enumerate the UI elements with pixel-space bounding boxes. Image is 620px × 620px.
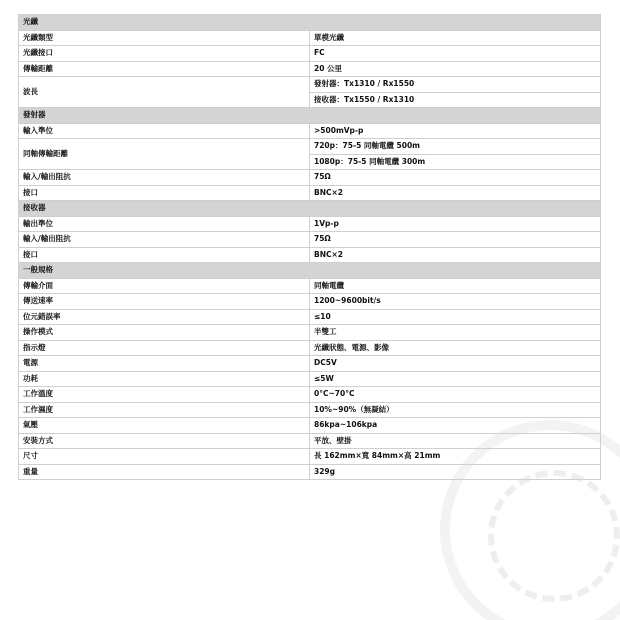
spec-row	[19, 325, 601, 341]
spec-label: 傳輸介面	[19, 278, 310, 294]
section-title: 一般規格	[19, 263, 601, 279]
spec-value: 20 公里	[310, 61, 601, 77]
spec-label: 光纖接口	[19, 46, 310, 62]
spec-row	[19, 185, 601, 201]
spec-value: 長 162mm×寬 84mm×高 21mm	[310, 449, 601, 465]
spec-label: 傳輸距離	[19, 61, 310, 77]
spec-row	[19, 216, 601, 232]
spec-label: 工作濕度	[19, 402, 310, 418]
spec-value: 光纖狀態、電源、影像	[310, 340, 601, 356]
spec-value: 單模光纖	[310, 30, 601, 46]
spec-value: BNC×2	[310, 185, 601, 201]
spec-row	[19, 46, 601, 62]
spec-value: ≤5W	[310, 371, 601, 387]
spec-row	[19, 278, 601, 294]
spec-value: >500mVp-p	[310, 123, 601, 139]
spec-row	[19, 433, 601, 449]
spec-row	[19, 418, 601, 434]
spec-label: 輸入準位	[19, 123, 310, 139]
spec-value: 329g	[310, 464, 601, 480]
spec-value: 接收器：Tx1550 / Rx1310	[310, 92, 601, 108]
spec-value: 1Vp-p	[310, 216, 601, 232]
spec-label: 電源	[19, 356, 310, 372]
spec-label: 同軸傳輸距離	[19, 139, 310, 170]
spec-label: 接口	[19, 185, 310, 201]
spec-label: 輸入/輸出阻抗	[19, 170, 310, 186]
spec-label: 輸出準位	[19, 216, 310, 232]
spec-value: 86kpa~106kpa	[310, 418, 601, 434]
section-header-optical	[19, 15, 601, 31]
spec-label: 位元錯誤率	[19, 309, 310, 325]
spec-row	[19, 232, 601, 248]
spec-value: FC	[310, 46, 601, 62]
spec-row	[19, 449, 601, 465]
section-title: 發射器	[19, 108, 601, 124]
spec-label: 波長	[19, 77, 310, 108]
section-header-receiver	[19, 201, 601, 217]
spec-label: 安裝方式	[19, 433, 310, 449]
spec-row	[19, 77, 601, 93]
spec-label: 工作溫度	[19, 387, 310, 403]
spec-row	[19, 247, 601, 263]
spec-row	[19, 61, 601, 77]
spec-table	[18, 14, 601, 480]
spec-value: 發射器：Tx1310 / Rx1550	[310, 77, 601, 93]
spec-row	[19, 170, 601, 186]
spec-value: 半雙工	[310, 325, 601, 341]
spec-row	[19, 340, 601, 356]
spec-label: 傳送速率	[19, 294, 310, 310]
spec-row	[19, 30, 601, 46]
spec-row	[19, 387, 601, 403]
spec-row	[19, 356, 601, 372]
spec-value: 75Ω	[310, 170, 601, 186]
spec-value: 10%~90%（無凝結）	[310, 402, 601, 418]
spec-label: 輸入/輸出阻抗	[19, 232, 310, 248]
spec-row	[19, 139, 601, 155]
spec-row	[19, 402, 601, 418]
section-header-transmitter	[19, 108, 601, 124]
spec-label: 光纖類型	[19, 30, 310, 46]
spec-label: 操作模式	[19, 325, 310, 341]
spec-value: 同軸電纜	[310, 278, 601, 294]
background-decoration-inner	[488, 470, 620, 602]
spec-row	[19, 309, 601, 325]
section-header-general	[19, 263, 601, 279]
spec-label: 尺寸	[19, 449, 310, 465]
spec-value: 平放、壁掛	[310, 433, 601, 449]
spec-value: DC5V	[310, 356, 601, 372]
spec-row	[19, 371, 601, 387]
spec-label: 功耗	[19, 371, 310, 387]
spec-label: 指示燈	[19, 340, 310, 356]
spec-label: 重量	[19, 464, 310, 480]
spec-value: BNC×2	[310, 247, 601, 263]
spec-row	[19, 123, 601, 139]
spec-row	[19, 464, 601, 480]
spec-label: 接口	[19, 247, 310, 263]
section-title: 光纖	[19, 15, 601, 31]
spec-value: 720p：75-5 同軸電纜 500m	[310, 139, 601, 155]
spec-value: 0°C~70°C	[310, 387, 601, 403]
spec-row	[19, 294, 601, 310]
spec-label: 氣壓	[19, 418, 310, 434]
section-title: 接收器	[19, 201, 601, 217]
spec-value: 75Ω	[310, 232, 601, 248]
spec-value: ≤10	[310, 309, 601, 325]
spec-value: 1080p：75-5 同軸電纜 300m	[310, 154, 601, 170]
spec-value: 1200~9600bit/s	[310, 294, 601, 310]
